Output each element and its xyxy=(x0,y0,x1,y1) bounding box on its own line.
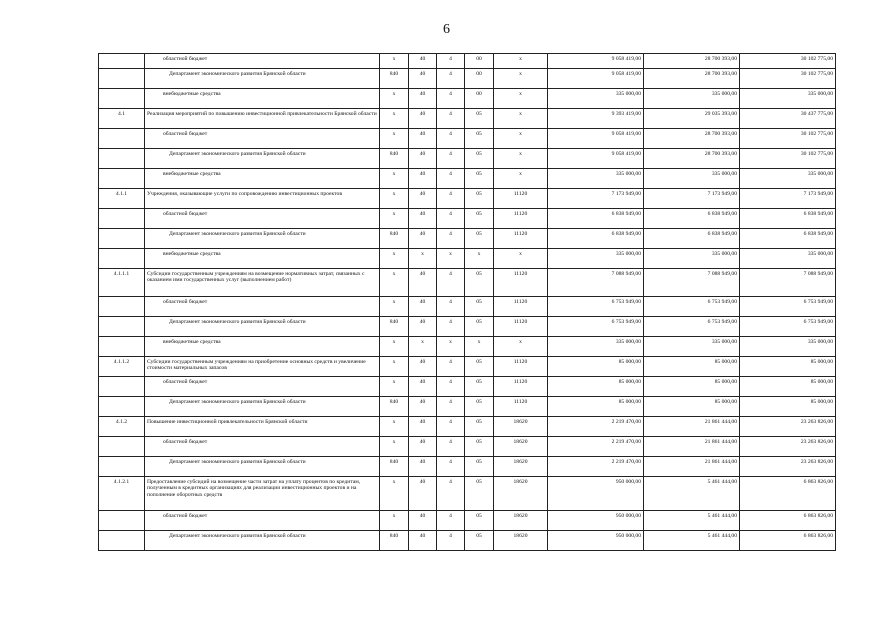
code-program: 40 xyxy=(409,229,437,249)
table-row xyxy=(99,69,836,89)
code-admin: х xyxy=(380,89,409,109)
table-row xyxy=(99,89,836,109)
code-program: х xyxy=(409,249,437,269)
table-row xyxy=(99,511,836,531)
value-year-1: 6 753 949,00 xyxy=(548,297,644,317)
value-year-1: 950 000,00 xyxy=(548,531,644,551)
row-index xyxy=(99,337,145,357)
code-admin: х xyxy=(380,169,409,189)
code-main-event: 00 xyxy=(465,89,494,109)
code-program: 40 xyxy=(409,109,437,129)
code-main-event: 05 xyxy=(465,477,494,511)
value-year-3: 6 753 949,00 xyxy=(740,317,836,337)
row-name: внебюджетные средства xyxy=(145,337,380,357)
value-year-1: 7 088 949,00 xyxy=(548,269,644,297)
value-year-1: 335 000,00 xyxy=(548,169,644,189)
value-year-3: 7 088 949,00 xyxy=(740,269,836,297)
value-year-3: 335 000,00 xyxy=(740,89,836,109)
row-name: Субсидии государственным учреждениям на приобретение основных средств и увеличение стоимости материальных запасов xyxy=(145,357,380,377)
code-direction: 11120 xyxy=(494,397,548,417)
code-subprogram: 4 xyxy=(437,149,465,169)
value-year-3: 6 863 826,00 xyxy=(740,511,836,531)
code-direction: х xyxy=(494,337,548,357)
code-subprogram: 4 xyxy=(437,189,465,209)
value-year-1: 9 393 419,00 xyxy=(548,109,644,129)
code-main-event: 05 xyxy=(465,397,494,417)
table-row xyxy=(99,229,836,249)
table-row xyxy=(99,54,836,69)
value-year-1: 9 058 419,00 xyxy=(548,149,644,169)
code-admin: х xyxy=(380,297,409,317)
value-year-2: 335 000,00 xyxy=(644,89,740,109)
value-year-3: 30 102 775,00 xyxy=(740,149,836,169)
value-year-1: 335 000,00 xyxy=(548,337,644,357)
code-main-event: х xyxy=(465,249,494,269)
code-direction: 11120 xyxy=(494,357,548,377)
row-name: внебюджетные средства xyxy=(145,169,380,189)
value-year-2: 6 753 949,00 xyxy=(644,297,740,317)
code-subprogram: 4 xyxy=(437,109,465,129)
value-year-1: 6 753 949,00 xyxy=(548,317,644,337)
table-row xyxy=(99,169,836,189)
code-subprogram: 4 xyxy=(437,169,465,189)
value-year-3: 6 838 949,00 xyxy=(740,209,836,229)
code-direction: 11120 xyxy=(494,377,548,397)
code-main-event: 05 xyxy=(465,317,494,337)
value-year-2: 28 700 393,00 xyxy=(644,149,740,169)
code-program: 40 xyxy=(409,397,437,417)
code-direction: 18620 xyxy=(494,511,548,531)
code-main-event: 05 xyxy=(465,189,494,209)
code-subprogram: 4 xyxy=(437,229,465,249)
code-direction: х xyxy=(494,89,548,109)
row-name: областной бюджет xyxy=(145,129,380,149)
code-direction: 18620 xyxy=(494,437,548,457)
code-main-event: 05 xyxy=(465,457,494,477)
code-admin: х xyxy=(380,477,409,511)
budget-table-container xyxy=(98,53,835,551)
row-index xyxy=(99,437,145,457)
code-direction: 11120 xyxy=(494,229,548,249)
value-year-2: 29 035 393,00 xyxy=(644,109,740,129)
code-subprogram: 4 xyxy=(437,209,465,229)
value-year-1: 2 219 470,00 xyxy=(548,437,644,457)
row-name: областной бюджет xyxy=(145,297,380,317)
value-year-1: 6 838 949,00 xyxy=(548,229,644,249)
code-main-event: 05 xyxy=(465,109,494,129)
value-year-3: 335 000,00 xyxy=(740,249,836,269)
value-year-3: 30 437 775,00 xyxy=(740,109,836,129)
code-program: 40 xyxy=(409,54,437,69)
row-index xyxy=(99,249,145,269)
value-year-1: 950 000,00 xyxy=(548,477,644,511)
code-subprogram: 4 xyxy=(437,397,465,417)
value-year-2: 6 753 949,00 xyxy=(644,317,740,337)
value-year-3: 335 000,00 xyxy=(740,169,836,189)
code-direction: 18620 xyxy=(494,457,548,477)
row-index xyxy=(99,54,145,69)
code-program: 40 xyxy=(409,169,437,189)
code-subprogram: х xyxy=(437,337,465,357)
value-year-3: 85 000,00 xyxy=(740,357,836,377)
code-main-event: 00 xyxy=(465,69,494,89)
value-year-2: 85 000,00 xyxy=(644,397,740,417)
code-subprogram: х xyxy=(437,249,465,269)
value-year-3: 23 263 826,00 xyxy=(740,437,836,457)
code-admin: х xyxy=(380,357,409,377)
row-name: Департамент экономического развития Брянской области xyxy=(145,397,380,417)
code-program: 40 xyxy=(409,89,437,109)
code-main-event: 05 xyxy=(465,357,494,377)
row-index: 4.1 xyxy=(99,109,145,129)
row-name: областной бюджет xyxy=(145,54,380,69)
row-name: областной бюджет xyxy=(145,209,380,229)
value-year-3: 335 000,00 xyxy=(740,337,836,357)
code-admin: 840 xyxy=(380,229,409,249)
code-main-event: х xyxy=(465,337,494,357)
row-index: 4.1.1 xyxy=(99,189,145,209)
row-index xyxy=(99,397,145,417)
value-year-1: 85 000,00 xyxy=(548,377,644,397)
code-direction: 18620 xyxy=(494,417,548,437)
code-program: 40 xyxy=(409,209,437,229)
row-name: Субсидии государственным учреждениям на возмещение нормативных затрат, связанных с оказанием ими государственных услуг (выполнением работ) xyxy=(145,269,380,297)
page-number: 6 xyxy=(443,22,450,37)
row-name: областной бюджет xyxy=(145,511,380,531)
value-year-1: 85 000,00 xyxy=(548,357,644,377)
table-row xyxy=(99,397,836,417)
table-row xyxy=(99,317,836,337)
value-year-2: 7 173 949,00 xyxy=(644,189,740,209)
value-year-1: 2 219 470,00 xyxy=(548,457,644,477)
code-admin: х xyxy=(380,511,409,531)
row-name: областной бюджет xyxy=(145,437,380,457)
code-admin: х xyxy=(380,129,409,149)
row-index xyxy=(99,297,145,317)
value-year-1: 85 000,00 xyxy=(548,397,644,417)
code-admin: 840 xyxy=(380,69,409,89)
code-subprogram: 4 xyxy=(437,54,465,69)
code-program: х xyxy=(409,337,437,357)
code-program: 40 xyxy=(409,129,437,149)
code-subprogram: 4 xyxy=(437,69,465,89)
code-program: 40 xyxy=(409,477,437,511)
code-subprogram: 4 xyxy=(437,357,465,377)
code-program: 40 xyxy=(409,377,437,397)
value-year-1: 335 000,00 xyxy=(548,249,644,269)
value-year-2: 85 000,00 xyxy=(644,357,740,377)
value-year-3: 23 263 826,00 xyxy=(740,417,836,437)
code-direction: 11120 xyxy=(494,317,548,337)
value-year-2: 6 838 949,00 xyxy=(644,209,740,229)
code-admin: х xyxy=(380,337,409,357)
code-main-event: 05 xyxy=(465,169,494,189)
row-name: Предоставление субсидий на возмещение части затрат на уплату процентов по кредитам, полученным в кредитных организациях для реализации инвестиционных проектов и на пополнение оборотных средств xyxy=(145,477,380,511)
code-admin: х xyxy=(380,417,409,437)
value-year-2: 335 000,00 xyxy=(644,337,740,357)
row-name: внебюджетные средства xyxy=(145,89,380,109)
code-subprogram: 4 xyxy=(437,269,465,297)
row-index xyxy=(99,531,145,551)
code-main-event: 05 xyxy=(465,269,494,297)
row-name: Департамент экономического развития Брянской области xyxy=(145,317,380,337)
row-name: Департамент экономического развития Брянской области xyxy=(145,531,380,551)
code-program: 40 xyxy=(409,531,437,551)
value-year-3: 6 838 949,00 xyxy=(740,229,836,249)
row-index xyxy=(99,377,145,397)
code-program: 40 xyxy=(409,357,437,377)
value-year-2: 335 000,00 xyxy=(644,169,740,189)
value-year-2: 6 838 949,00 xyxy=(644,229,740,249)
code-subprogram: 4 xyxy=(437,377,465,397)
value-year-2: 85 000,00 xyxy=(644,377,740,397)
row-index xyxy=(99,89,145,109)
code-admin: 840 xyxy=(380,397,409,417)
code-subprogram: 4 xyxy=(437,89,465,109)
code-direction: 11120 xyxy=(494,209,548,229)
value-year-2: 5 461 444,00 xyxy=(644,531,740,551)
value-year-2: 335 000,00 xyxy=(644,249,740,269)
code-direction: х xyxy=(494,109,548,129)
code-subprogram: 4 xyxy=(437,477,465,511)
code-direction: х xyxy=(494,69,548,89)
table-row xyxy=(99,129,836,149)
code-main-event: 05 xyxy=(465,531,494,551)
code-main-event: 05 xyxy=(465,297,494,317)
row-name: Повышение инвестиционной привлекательности Брянской области xyxy=(145,417,380,437)
row-index: 4.1.1.2 xyxy=(99,357,145,377)
table-row xyxy=(99,337,836,357)
value-year-2: 21 861 444,00 xyxy=(644,457,740,477)
value-year-3: 85 000,00 xyxy=(740,377,836,397)
code-main-event: 05 xyxy=(465,417,494,437)
table-row xyxy=(99,531,836,551)
value-year-3: 6 863 826,00 xyxy=(740,477,836,511)
table-row xyxy=(99,189,836,209)
value-year-1: 9 058 419,00 xyxy=(548,54,644,69)
row-index xyxy=(99,511,145,531)
code-direction: 18620 xyxy=(494,477,548,511)
row-index xyxy=(99,129,145,149)
table-row xyxy=(99,477,836,511)
row-name: Реализация мероприятий по повышению инвестиционной привлекательности Брянской области xyxy=(145,109,380,129)
value-year-2: 21 861 444,00 xyxy=(644,437,740,457)
code-main-event: 05 xyxy=(465,511,494,531)
code-program: 40 xyxy=(409,149,437,169)
code-program: 40 xyxy=(409,297,437,317)
value-year-3: 6 863 826,00 xyxy=(740,531,836,551)
value-year-3: 30 102 775,00 xyxy=(740,129,836,149)
value-year-2: 5 461 444,00 xyxy=(644,511,740,531)
value-year-1: 950 000,00 xyxy=(548,511,644,531)
code-program: 40 xyxy=(409,417,437,437)
value-year-3: 85 000,00 xyxy=(740,397,836,417)
code-subprogram: 4 xyxy=(437,417,465,437)
value-year-1: 9 058 419,00 xyxy=(548,69,644,89)
row-index: 4.1.1.1 xyxy=(99,269,145,297)
table-body xyxy=(99,54,836,551)
row-name: Департамент экономического развития Брянской области xyxy=(145,229,380,249)
value-year-2: 28 700 393,00 xyxy=(644,69,740,89)
code-main-event: 00 xyxy=(465,54,494,69)
row-name: Департамент экономического развития Брянской области xyxy=(145,69,380,89)
code-direction: х xyxy=(494,149,548,169)
code-main-event: 05 xyxy=(465,437,494,457)
row-name: Учреждения, оказывающие услуги по сопровождению инвестиционных проектов xyxy=(145,189,380,209)
row-index xyxy=(99,69,145,89)
value-year-3: 7 173 949,00 xyxy=(740,189,836,209)
code-admin: 840 xyxy=(380,149,409,169)
row-index: 4.1.2.1 xyxy=(99,477,145,511)
code-program: 40 xyxy=(409,511,437,531)
code-subprogram: 4 xyxy=(437,457,465,477)
row-name: внебюджетные средства xyxy=(145,249,380,269)
code-main-event: 05 xyxy=(465,149,494,169)
row-index xyxy=(99,169,145,189)
code-admin: х xyxy=(380,209,409,229)
value-year-2: 21 861 444,00 xyxy=(644,417,740,437)
code-subprogram: 4 xyxy=(437,129,465,149)
budget-table xyxy=(98,53,836,551)
row-name: Департамент экономического развития Брянской области xyxy=(145,457,380,477)
code-direction: 11120 xyxy=(494,269,548,297)
code-subprogram: 4 xyxy=(437,511,465,531)
value-year-1: 2 219 470,00 xyxy=(548,417,644,437)
value-year-3: 23 263 826,00 xyxy=(740,457,836,477)
code-main-event: 05 xyxy=(465,129,494,149)
table-row xyxy=(99,417,836,437)
row-index xyxy=(99,457,145,477)
code-direction: х xyxy=(494,249,548,269)
code-program: 40 xyxy=(409,317,437,337)
code-admin: х xyxy=(380,249,409,269)
code-admin: х xyxy=(380,437,409,457)
code-subprogram: 4 xyxy=(437,317,465,337)
value-year-2: 28 700 393,00 xyxy=(644,54,740,69)
code-direction: 11120 xyxy=(494,297,548,317)
code-program: 40 xyxy=(409,69,437,89)
table-row xyxy=(99,109,836,129)
row-index xyxy=(99,229,145,249)
value-year-1: 7 173 949,00 xyxy=(548,189,644,209)
code-admin: 840 xyxy=(380,457,409,477)
value-year-3: 30 102 775,00 xyxy=(740,69,836,89)
code-direction: х xyxy=(494,169,548,189)
code-admin: х xyxy=(380,377,409,397)
code-admin: 840 xyxy=(380,317,409,337)
table-row xyxy=(99,357,836,377)
code-subprogram: 4 xyxy=(437,531,465,551)
code-main-event: 05 xyxy=(465,229,494,249)
table-row xyxy=(99,269,836,297)
value-year-1: 335 000,00 xyxy=(548,89,644,109)
value-year-2: 7 088 949,00 xyxy=(644,269,740,297)
row-index xyxy=(99,149,145,169)
code-direction: х xyxy=(494,54,548,69)
value-year-3: 6 753 949,00 xyxy=(740,297,836,317)
row-name: Департамент экономического развития Брянской области xyxy=(145,149,380,169)
table-row xyxy=(99,209,836,229)
code-main-event: 05 xyxy=(465,209,494,229)
code-subprogram: 4 xyxy=(437,437,465,457)
table-row xyxy=(99,149,836,169)
code-admin: х xyxy=(380,54,409,69)
code-program: 40 xyxy=(409,457,437,477)
code-admin: х xyxy=(380,269,409,297)
code-direction: 18620 xyxy=(494,531,548,551)
table-row xyxy=(99,457,836,477)
code-program: 40 xyxy=(409,189,437,209)
table-row xyxy=(99,377,836,397)
code-program: 40 xyxy=(409,269,437,297)
code-program: 40 xyxy=(409,437,437,457)
value-year-3: 30 102 775,00 xyxy=(740,54,836,69)
code-main-event: 05 xyxy=(465,377,494,397)
code-admin: х xyxy=(380,109,409,129)
code-direction: х xyxy=(494,129,548,149)
code-admin: 840 xyxy=(380,531,409,551)
row-name: областной бюджет xyxy=(145,377,380,397)
row-index xyxy=(99,317,145,337)
code-direction: 11120 xyxy=(494,189,548,209)
code-subprogram: 4 xyxy=(437,297,465,317)
table-row xyxy=(99,437,836,457)
table-row xyxy=(99,249,836,269)
value-year-2: 28 700 393,00 xyxy=(644,129,740,149)
value-year-1: 6 838 949,00 xyxy=(548,209,644,229)
value-year-2: 5 461 444,00 xyxy=(644,477,740,511)
row-index: 4.1.2 xyxy=(99,417,145,437)
value-year-1: 9 058 419,00 xyxy=(548,129,644,149)
row-index xyxy=(99,209,145,229)
table-row xyxy=(99,297,836,317)
code-admin: х xyxy=(380,189,409,209)
